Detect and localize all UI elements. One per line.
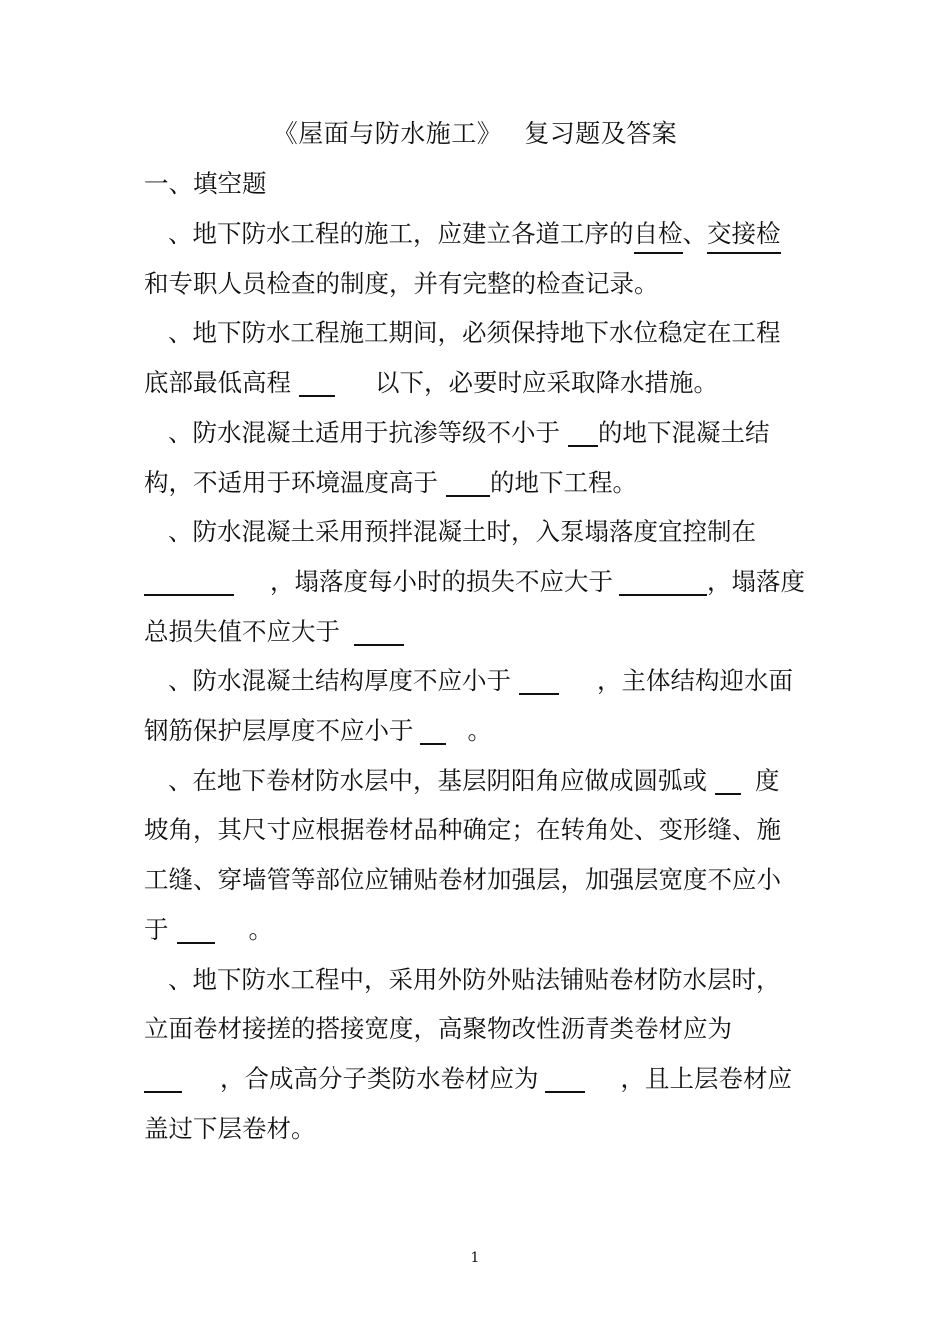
q7-line-1: 、地下防水工程中，采用外防外贴法铺贴卷材防水层时， <box>168 965 781 994</box>
q6-blank-1 <box>715 761 741 795</box>
q2-text-a: 底部最低高程 <box>144 368 291 397</box>
title-sub: 复习题及答案 <box>524 119 678 148</box>
q2-text-b: 以下，必要时应采取降水措施。 <box>375 368 718 397</box>
q6-line-1 <box>168 761 780 801</box>
q5-line-1 <box>168 661 793 701</box>
q5-text-b: ，主体结构迎水面 <box>597 666 793 695</box>
q1-text-a: 、地下防水工程的施工，应建立各道工序的 <box>168 219 634 248</box>
q6-text-a: 、在地下卷材防水层中，基层阴阳角应做成圆弧或 <box>168 766 707 795</box>
q4-blank-1 <box>144 562 234 596</box>
q1-answer-1: 自检 <box>634 216 683 254</box>
q4-text-b: ，塌落度 <box>707 567 805 596</box>
q4-line-1: 、防水混凝土采用预拌混凝土时，入泵塌落度宜控制在 <box>168 517 756 546</box>
q2-line-2 <box>144 363 718 403</box>
q5-text-d: 。 <box>467 716 492 745</box>
q5-text-a: 、防水混凝土结构厚度不应小于 <box>168 666 511 695</box>
q7-line-2: 立面卷材接搓的搭接宽度，高聚物改性沥青类卷材应为 <box>144 1014 732 1043</box>
q3-blank-2 <box>446 463 490 497</box>
page-number: 1 <box>470 1250 480 1266</box>
q6-text-b: 度 <box>755 766 780 795</box>
q6-line-3: 工缝、穿墙管等部位应铺贴卷材加强层，加强层宽度不应小 <box>144 865 781 894</box>
q6-line-4 <box>144 910 273 950</box>
q7-line-3 <box>144 1059 792 1099</box>
q3-text-b: 的地下混凝土结 <box>598 418 770 447</box>
q6-line-2: 坡角，其尺寸应根据卷材品种确定；在转角处、变形缝、施 <box>144 815 781 844</box>
q6-blank-2 <box>177 910 215 944</box>
q7-line-4: 盖过下层卷材。 <box>144 1114 316 1143</box>
document-title <box>0 114 950 154</box>
q7-text-b: ，且上层卷材应 <box>620 1064 792 1093</box>
q7-blank-2 <box>545 1059 585 1093</box>
q2-line-1: 、地下防水工程施工期间，必须保持地下水位稳定在工程 <box>168 318 781 347</box>
q3-text-c: 构，不适用于环境温度高于 <box>144 468 438 497</box>
q4-line-2 <box>144 562 805 602</box>
q7-blank-1 <box>144 1059 182 1093</box>
q3-line-1 <box>168 413 770 453</box>
q4-line-3 <box>144 612 404 652</box>
q1-separator: 、 <box>682 219 707 248</box>
q4-blank-3 <box>354 612 404 646</box>
q3-text-d: 的地下工程。 <box>490 468 637 497</box>
q6-text-d: 。 <box>248 915 273 944</box>
q1-answer-2: 交接检 <box>707 216 781 254</box>
section-heading: 一、填空题 <box>144 169 267 198</box>
q1-line-2: 和专职人员检查的制度，并有完整的检查记录。 <box>144 269 659 298</box>
q3-line-2 <box>144 463 637 503</box>
q5-line-2 <box>144 711 492 751</box>
q1-line-1 <box>168 214 781 254</box>
q4-text-c: 总损失值不应大于 <box>144 617 340 646</box>
q6-text-c: 于 <box>144 915 169 944</box>
q4-blank-2 <box>619 562 707 596</box>
q5-blank-2 <box>420 711 446 745</box>
q4-text-a: ，塌落度每小时的损失不应大于 <box>270 567 613 596</box>
q3-blank-1 <box>568 413 598 447</box>
title-main: 《屋面与防水施工》 <box>272 119 503 148</box>
q7-text-a: ，合成高分子类防水卷材应为 <box>220 1064 539 1093</box>
q3-text-a: 、防水混凝土适用于抗渗等级不小于 <box>168 418 560 447</box>
q5-text-c: 钢筋保护层厚度不应小于 <box>144 716 414 745</box>
q5-blank-1 <box>519 661 559 695</box>
q2-blank <box>299 363 335 397</box>
